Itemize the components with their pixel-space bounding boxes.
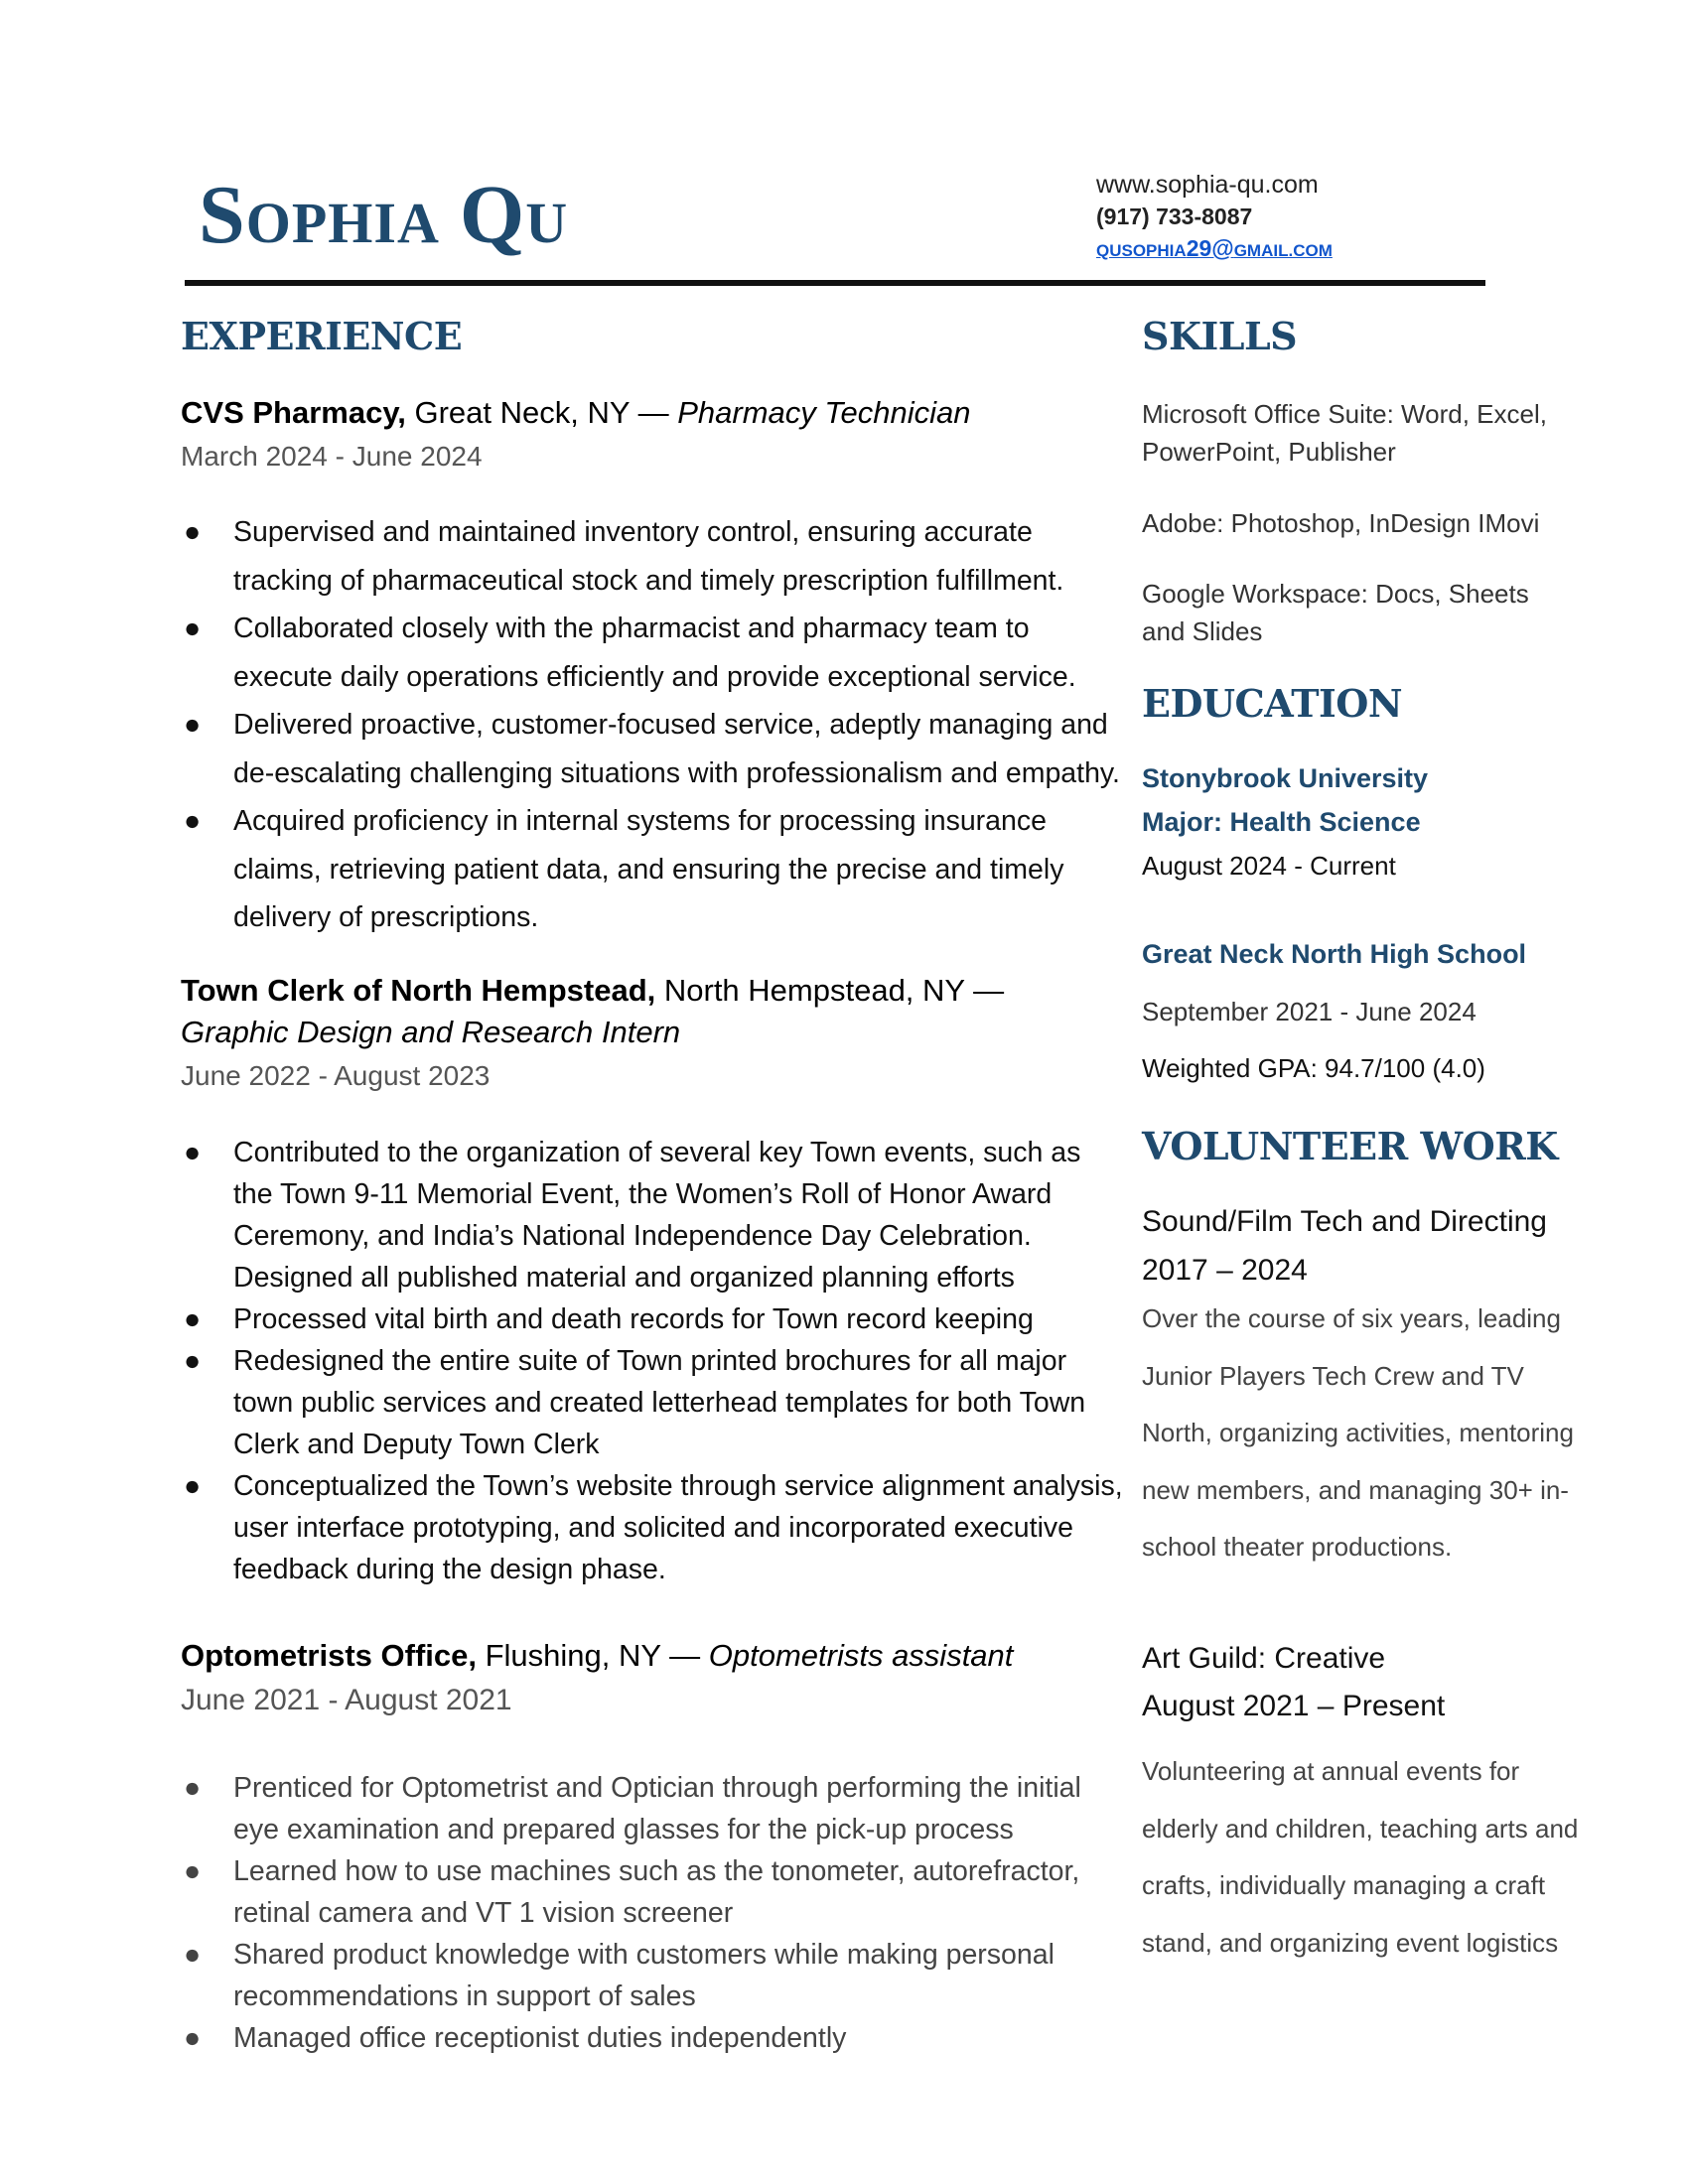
job-bullets-cvs [184, 508, 1127, 942]
volunteer-description-art-guild: Volunteering at annual events for elderly and children, teaching arts and crafts, individually managing a craft stand, and organizing event logistics [1142, 1756, 1579, 1958]
list-item: ● Prenticed for Optometrist and Optician through performing the initial eye examination and prepared glasses for the pick-up process [184, 1772, 1081, 1845]
experience-heading: EXPERIENCE [181, 314, 463, 358]
job-bullets-optometrist [184, 1767, 1127, 2059]
phone-number: (917) 733-8087 [1096, 204, 1253, 229]
skills-heading: SKILLS [1142, 314, 1298, 358]
list-item: ● Redesigned the entire suite of Town printed brochures for all major town public services and created letterhead templates for both Town Clerk and Deputy Town Clerk [184, 1345, 1086, 1460]
skill-item-google: Google Workspace: Docs, Sheets and Slides [1142, 579, 1529, 646]
volunteer-heading: VOLUNTEER WORK [1142, 1124, 1558, 1168]
school-name-stonybrook: Stonybrook University [1142, 763, 1429, 793]
list-item: ● Delivered proactive, customer-focused service, adeptly managing and de-escalating challenging situations with professionalism and empathy. [184, 709, 1120, 789]
email-link[interactable]: QUSOPHIA29@GMAIL.COM [1096, 235, 1333, 261]
list-item: ● Shared product knowledge with customers while making personal recommendations in support of sales [184, 1939, 1055, 2012]
job-title-optometrist: Optometrists Office, Flushing, NY — Optometrists assistant [181, 1638, 1014, 1673]
volunteer-dates-art-guild: August 2021 – Present [1142, 1690, 1446, 1722]
list-item: ● Conceptualized the Town’s website through service alignment analysis, user interface prototyping, and solicited and incorporated executive feedback during the design phase. [184, 1470, 1123, 1585]
job-bullets-town-clerk [184, 1132, 1127, 1590]
website-link[interactable]: www.sophia-qu.com [1096, 171, 1319, 199]
list-item: ● Learned how to use machines such as the tonometer, autorefractor, retinal camera and VT 1 vision screener [184, 1855, 1080, 1929]
education-heading: EDUCATION [1142, 681, 1403, 726]
list-item: ● Acquired proficiency in internal systems for processing insurance claims, retrieving patient data, and ensuring the precise and timely delivery of prescriptions. [184, 805, 1064, 933]
volunteer-description-sound-film: Over the course of six years, leading Junior Players Tech Crew and TV North, organizing activities, mentoring new members, and managing 30+ in-school theater productions. [1142, 1303, 1574, 1562]
school-dates-high-school: September 2021 - June 2024 [1142, 997, 1477, 1026]
job-dates-town-clerk: June 2022 - August 2023 [181, 1060, 491, 1091]
job-dates-optometrist: June 2021 - August 2021 [181, 1684, 512, 1716]
gpa: Weighted GPA: 94.7/100 (4.0) [1142, 1053, 1485, 1083]
list-item: ● Managed office receptionist duties independently [184, 2022, 847, 2054]
job-dates-cvs: March 2024 - June 2024 [181, 441, 483, 472]
contact-block [1096, 169, 1333, 267]
skill-item-adobe: Adobe: Photoshop, InDesign IMovi [1142, 508, 1540, 538]
major: Major: Health Science [1142, 807, 1421, 837]
list-item: ● Processed vital birth and death records for Town record keeping [184, 1303, 1034, 1335]
volunteer-title-sound-film: Sound/Film Tech and Directing [1142, 1205, 1547, 1238]
list-item: ● Collaborated closely with the pharmacist and pharmacy team to execute daily operations efficiently and provide exceptional service. [184, 613, 1076, 693]
job-role-town-clerk: Graphic Design and Research Intern [181, 1015, 681, 1049]
job-title-town-clerk: Town Clerk of North Hempstead, North Hempstead, NY — [181, 973, 1005, 1008]
volunteer-title-art-guild: Art Guild: Creative [1142, 1642, 1386, 1675]
school-dates-stonybrook: August 2024 - Current [1142, 851, 1396, 881]
list-item: ● Contributed to the organization of several key Town events, such as the Town 9-11 Memorial Event, the Women’s Roll of Honor Award Ceremony, and India’s National Independence Day Celebration. Designed all published material and organized planning efforts [184, 1137, 1081, 1294]
list-item: ● Supervised and maintained inventory control, ensuring accurate tracking of pharmaceutical stock and timely prescription fulfillment. [184, 516, 1064, 597]
job-title-cvs: CVS Pharmacy, Great Neck, NY — Pharmacy Technician [181, 395, 971, 430]
skill-item-office: Microsoft Office Suite: Word, Excel, PowerPoint, Publisher [1142, 399, 1547, 467]
candidate-name: SOPHIA QU [199, 169, 569, 261]
volunteer-dates-sound-film: 2017 – 2024 [1142, 1254, 1308, 1287]
school-name-high-school: Great Neck North High School [1142, 939, 1527, 969]
header-divider [185, 280, 1485, 286]
